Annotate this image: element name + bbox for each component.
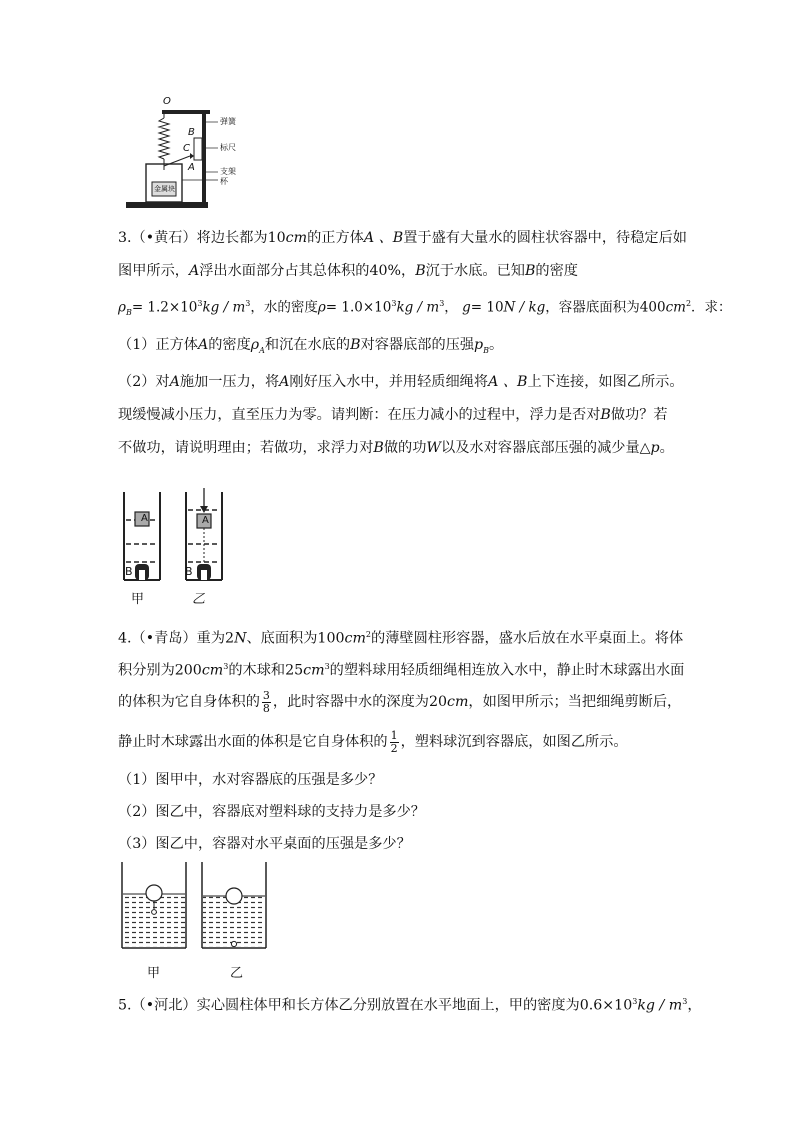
fig1-block-label: 金属块	[154, 185, 175, 193]
fig1-label-C: C	[183, 143, 190, 154]
q3-fig-label-A2: A	[202, 515, 209, 526]
q4-sub2: （2）图乙中，容器底对塑料球的支持力是多少？	[118, 804, 425, 820]
fig1-spring-label: 弹簧	[220, 117, 236, 126]
fig1-label-B: B	[188, 127, 195, 138]
fig1-ruler-label: 标尺	[220, 143, 236, 152]
q3-fig-label-B2: B	[185, 565, 193, 578]
q3-sub2-line2: 现缓慢减小压力，直至压力为零。请判断：在压力减小的过程中，浮力是否对B做功？若	[118, 407, 668, 423]
q4-sub1: （1）图甲中，水对容器底的压强是多少？	[118, 772, 383, 788]
q3-sub2-line1: （2）对A施加一压力，将A刚好压入水中，并用轻质细绳将A 、B上下连接，如图乙所示。	[118, 374, 684, 390]
fraction-1-2: $\frac{1}{2}$	[390, 728, 398, 755]
q3-fig-label-B1: B	[125, 565, 133, 578]
fig1-label-O: O	[163, 96, 171, 107]
q3-sub1: （1）正方体A的密度$\rho_A$和沉在水底的B对容器底部的压强$p_B$。	[118, 337, 504, 355]
q4-line2: 积分别为$200cm^3$的木球和$25cm^3$的塑料球用轻质细绳相连放入水中，静止时木球露出水面	[118, 662, 685, 679]
q3-fig-label-A1: A	[141, 513, 148, 524]
q5-line1: 5.（•河北）实心圆柱体甲和长方体乙分别放置在水平地面上，甲的密度为$0.6\times 10^3kg / m^3$，	[118, 997, 702, 1014]
q4-caption-yi: 乙	[230, 966, 244, 981]
q3-containers-figure	[120, 488, 230, 583]
q3-line2: 图甲所示，A浮出水面部分占其总体积的40%，B沉于水底。已知B的密度	[118, 263, 578, 279]
q4-line3: 的体积为它自身体积的 $\frac{3}{8}$ ，此时容器中水的深度为20cm，如图甲所示；当把细绳剪断后，	[118, 688, 682, 715]
q4-caption-jia: 甲	[147, 966, 161, 981]
fraction-3-8: $\frac{3}{8}$	[262, 688, 270, 715]
q3-line1: 3.（•黄石）将边长都为10cm的正方体A 、B置于盛有大量水的圆柱状容器中，待稳定后如	[118, 230, 687, 246]
q3-sub2-line3: 不做功，请说明理由；若做功，求浮力对B做的功W以及水对容器底部压强的减少量△p。	[118, 440, 674, 456]
q3-line3: $\rho_B= 1.2\times 10^3kg / m^3$，水的密度$\rho= 1.0\times 10^3kg / m^3$， g= 10N / kg，容器底面积为$400cm^2$．求：	[118, 299, 732, 318]
q3-caption-jia: 甲	[131, 592, 145, 607]
q4-sub3: （3）图乙中，容器对水平桌面的压强是多少？	[118, 836, 411, 852]
q4-line1: 4.（•青岛）重为2N、底面积为$100cm^2$的薄壁圆柱形容器，盛水后放在水平桌面上。将体	[118, 630, 684, 647]
fig1-cup-label: 杯	[220, 177, 228, 186]
fig1-support-label: 支架	[220, 167, 236, 176]
q4-line4: 静止时木球露出水面的体积是它自身体积的 $\frac{1}{2}$ ，塑料球沉到容器底，如图乙所示。	[118, 728, 628, 755]
fig1-label-A: A	[188, 162, 195, 173]
q4-containers-figure	[118, 860, 278, 952]
q3-caption-yi: 乙	[192, 592, 206, 607]
